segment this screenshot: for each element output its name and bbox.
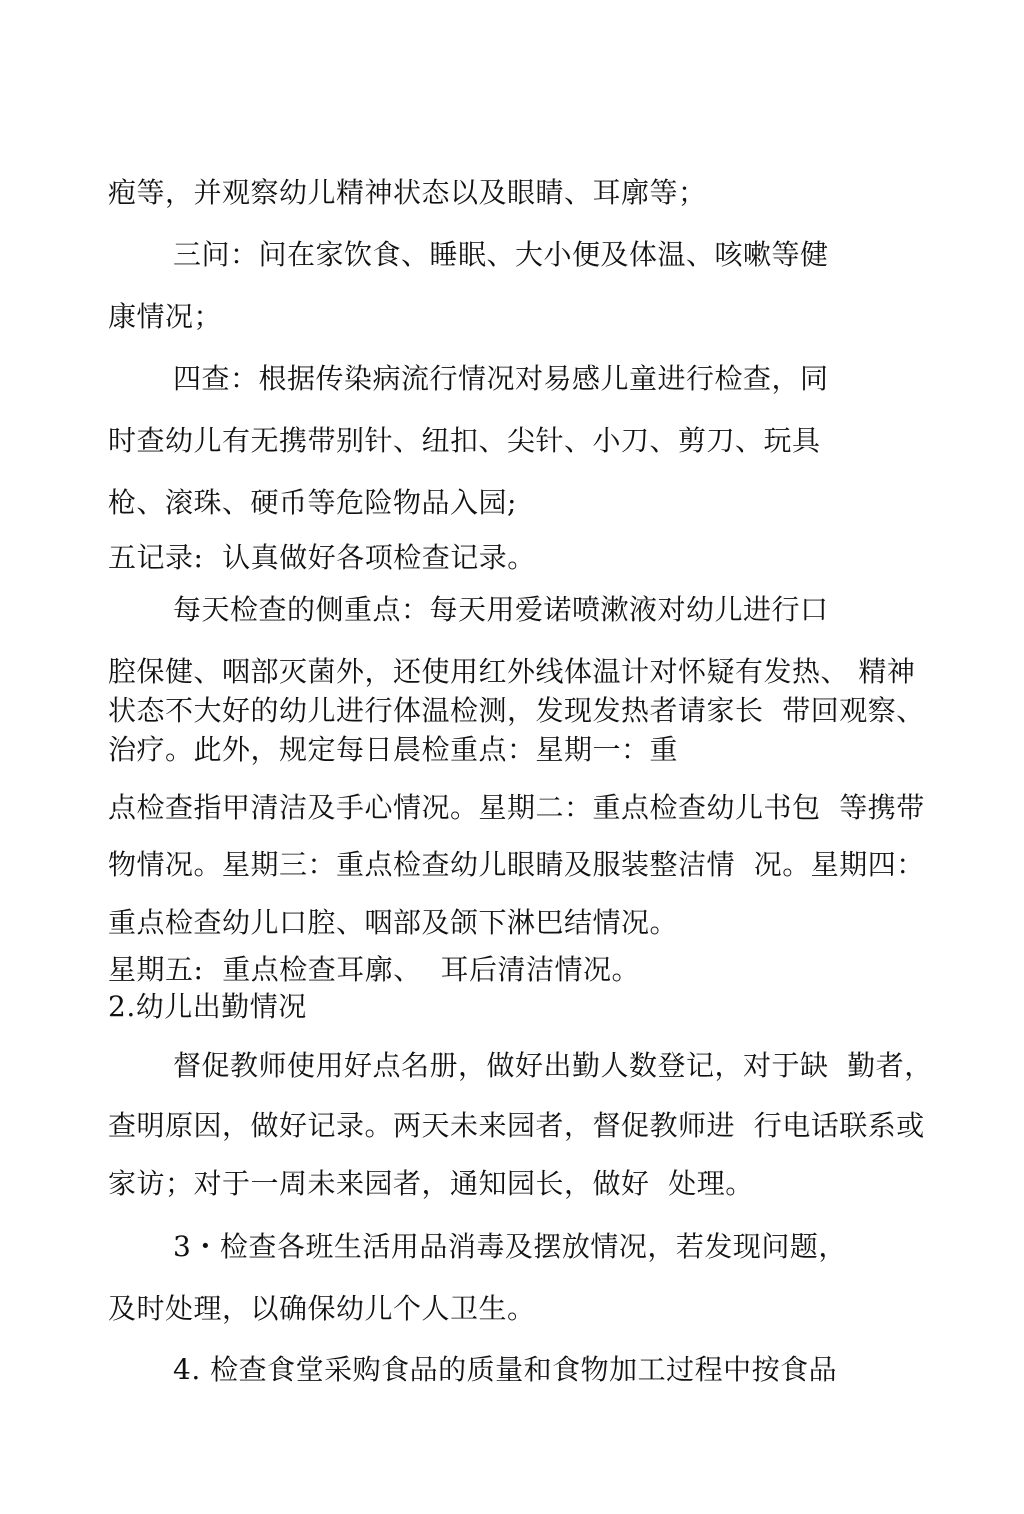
text-line: 督促教师使用好点名册，做好出勤人数登记，对于缺 勤者， xyxy=(173,1049,933,1082)
text-line: 星期五: 重点检查耳廓、 耳后清洁情况。 xyxy=(108,953,641,986)
text-line: 每天检查的侧重点：每天用爱诺喷漱液对幼儿进行口 xyxy=(173,593,829,626)
text-line: 家访；对于一周未来园者，通知园长，做好 处理。 xyxy=(108,1167,754,1200)
text-line: 枪、滚珠、硬币等危险物品入园; xyxy=(108,486,517,519)
text-line: 重点检查幼儿口腔、咽部及颌下淋巴结情况。 xyxy=(108,906,679,939)
section-heading: 2.幼儿出勤情况 xyxy=(108,990,307,1023)
text-line: 治疗。此外，规定每日晨检重点：星期一：重 xyxy=(108,733,679,766)
text-line: 五记录: 认真做好各项检查记录。 xyxy=(108,541,536,574)
text-line: 及时处理，以确保幼儿个人卫生。 xyxy=(108,1292,536,1325)
text-line: 三问：问在家饮食、睡眠、大小便及体温、咳嗽等健 xyxy=(173,238,829,271)
text-line: 查明原因，做好记录。两天未来园者，督促教师进 行电话联系或 xyxy=(108,1109,925,1142)
text-line: 点检查指甲清洁及手心情况。星期二：重点检查幼儿书包 等携带 xyxy=(108,791,925,824)
text-line: 3・检查各班生活用品消毒及摆放情况，若发现问题， xyxy=(173,1230,847,1263)
text-line: 4. 检查食堂采购食品的质量和食物加工过程中按食品 xyxy=(173,1353,838,1386)
text-line: 四查：根据传染病流行情况对易感儿童进行检查，同 xyxy=(173,362,829,395)
text-line: 康情况； xyxy=(108,300,223,333)
text-line: 状态不大好的幼儿进行体温检测，发现发热者请家长 带回观察、 xyxy=(108,694,925,727)
text-line: 腔保健、咽部灭菌外，还使用红外线体温计对怀疑有发热、 精神 xyxy=(108,655,916,688)
text-line: 时查幼儿有无携带别针、纽扣、尖针、小刀、剪刀、玩具 xyxy=(108,424,821,457)
text-line: 物情况。星期三：重点检查幼儿眼睛及服装整洁情 况。星期四： xyxy=(108,848,925,881)
text-line: 疱等，并观察幼儿精神状态以及眼睛、耳廓等； xyxy=(108,176,707,209)
